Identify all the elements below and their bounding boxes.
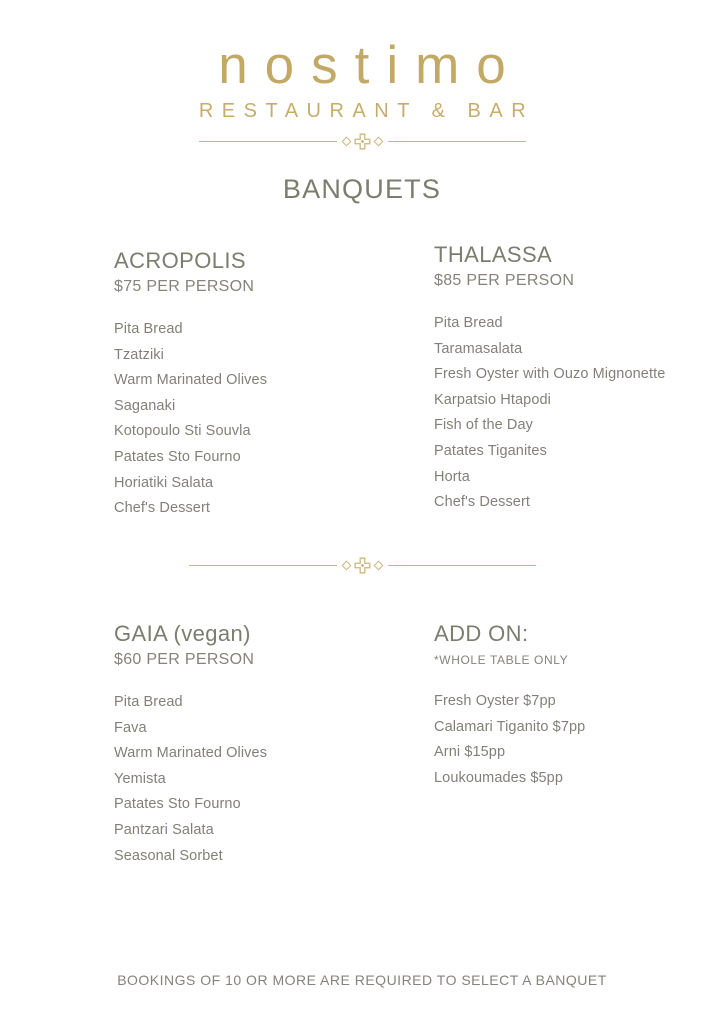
menu-item: Yemista — [114, 770, 166, 787]
menu-item: Fava — [114, 719, 147, 736]
menu-item: Calamari Tiganito $7pp — [434, 718, 586, 735]
divider-rule-right — [388, 565, 536, 566]
divider-rule-left — [189, 565, 337, 566]
ornament-divider-middle — [0, 555, 724, 575]
menu-item: Pantzari Salata — [114, 821, 214, 838]
brand-header — [0, 38, 724, 123]
divider-diamond-left — [341, 136, 351, 146]
brand-tagline: RESTAURANT & BAR — [198, 99, 535, 122]
section-price: $85 PER PERSON — [434, 271, 575, 289]
section-title: THALASSA — [434, 242, 553, 267]
page-title: BANQUETS — [282, 174, 442, 204]
menu-item: Chef's Dessert — [114, 500, 211, 517]
section-acropolis — [114, 248, 414, 522]
menu-item: Loukoumades $5pp — [434, 769, 563, 786]
menu-item: Warm Marinated Olives — [114, 372, 268, 389]
section-note: *WHOLE TABLE ONLY — [434, 652, 569, 667]
section-title: ADD ON: — [434, 621, 529, 646]
menu-item: Chef's Dessert — [434, 494, 531, 511]
divider-rule-left — [199, 141, 337, 142]
divider-diamond-right — [373, 560, 383, 570]
section-title: ACROPOLIS — [114, 248, 246, 273]
menu-item: Seasonal Sorbet — [114, 847, 223, 864]
menu-item: Warm Marinated Olives — [114, 745, 268, 762]
section-gaia — [114, 621, 414, 869]
menu-item: Horiatiki Salata — [114, 474, 214, 491]
menu-item-list — [114, 690, 414, 869]
ornament-divider-top — [0, 131, 724, 151]
menu-item: Fresh Oyster $7pp — [434, 692, 556, 709]
quatrefoil-ornament-icon — [354, 133, 371, 150]
section-add-on — [434, 621, 724, 791]
menu-item: Fish of the Day — [434, 417, 534, 434]
menu-item: Patates Sto Fourno — [114, 448, 241, 465]
divider-rule-right — [388, 141, 526, 142]
menu-item: Pita Bread — [114, 320, 183, 337]
section-price: $60 PER PERSON — [114, 650, 255, 668]
menu-item-list — [114, 317, 414, 522]
menu-item-list — [434, 311, 724, 516]
section-price: $75 PER PERSON — [114, 277, 255, 295]
divider-diamond-left — [341, 560, 351, 570]
menu-item: Pita Bread — [114, 693, 183, 710]
menu-item: Horta — [434, 468, 470, 485]
menu-item: Arni $15pp — [434, 744, 506, 761]
footer-note: BOOKINGS OF 10 OR MORE ARE REQUIRED TO SELECT A BANQUET — [117, 972, 607, 988]
menu-item: Taramasalata — [434, 340, 523, 357]
menu-item: Saganaki — [114, 397, 176, 414]
menu-item: Pita Bread — [434, 314, 503, 331]
divider-diamond-right — [373, 136, 383, 146]
menu-item: Fresh Oyster with Ouzo Mignonette — [434, 366, 666, 383]
section-title: GAIA (vegan) — [114, 621, 251, 646]
section-thalassa — [434, 242, 724, 516]
menu-item: Patates Tiganites — [434, 442, 547, 459]
menu-item-list — [434, 689, 724, 791]
menu-item: Karpatsio Htapodi — [434, 391, 551, 408]
brand-name: nostimo — [218, 36, 523, 95]
menu-item: Tzatziki — [114, 346, 164, 363]
menu-item: Kotopoulo Sti Souvla — [114, 423, 251, 440]
quatrefoil-ornament-icon — [354, 557, 371, 574]
menu-item: Patates Sto Fourno — [114, 796, 241, 813]
